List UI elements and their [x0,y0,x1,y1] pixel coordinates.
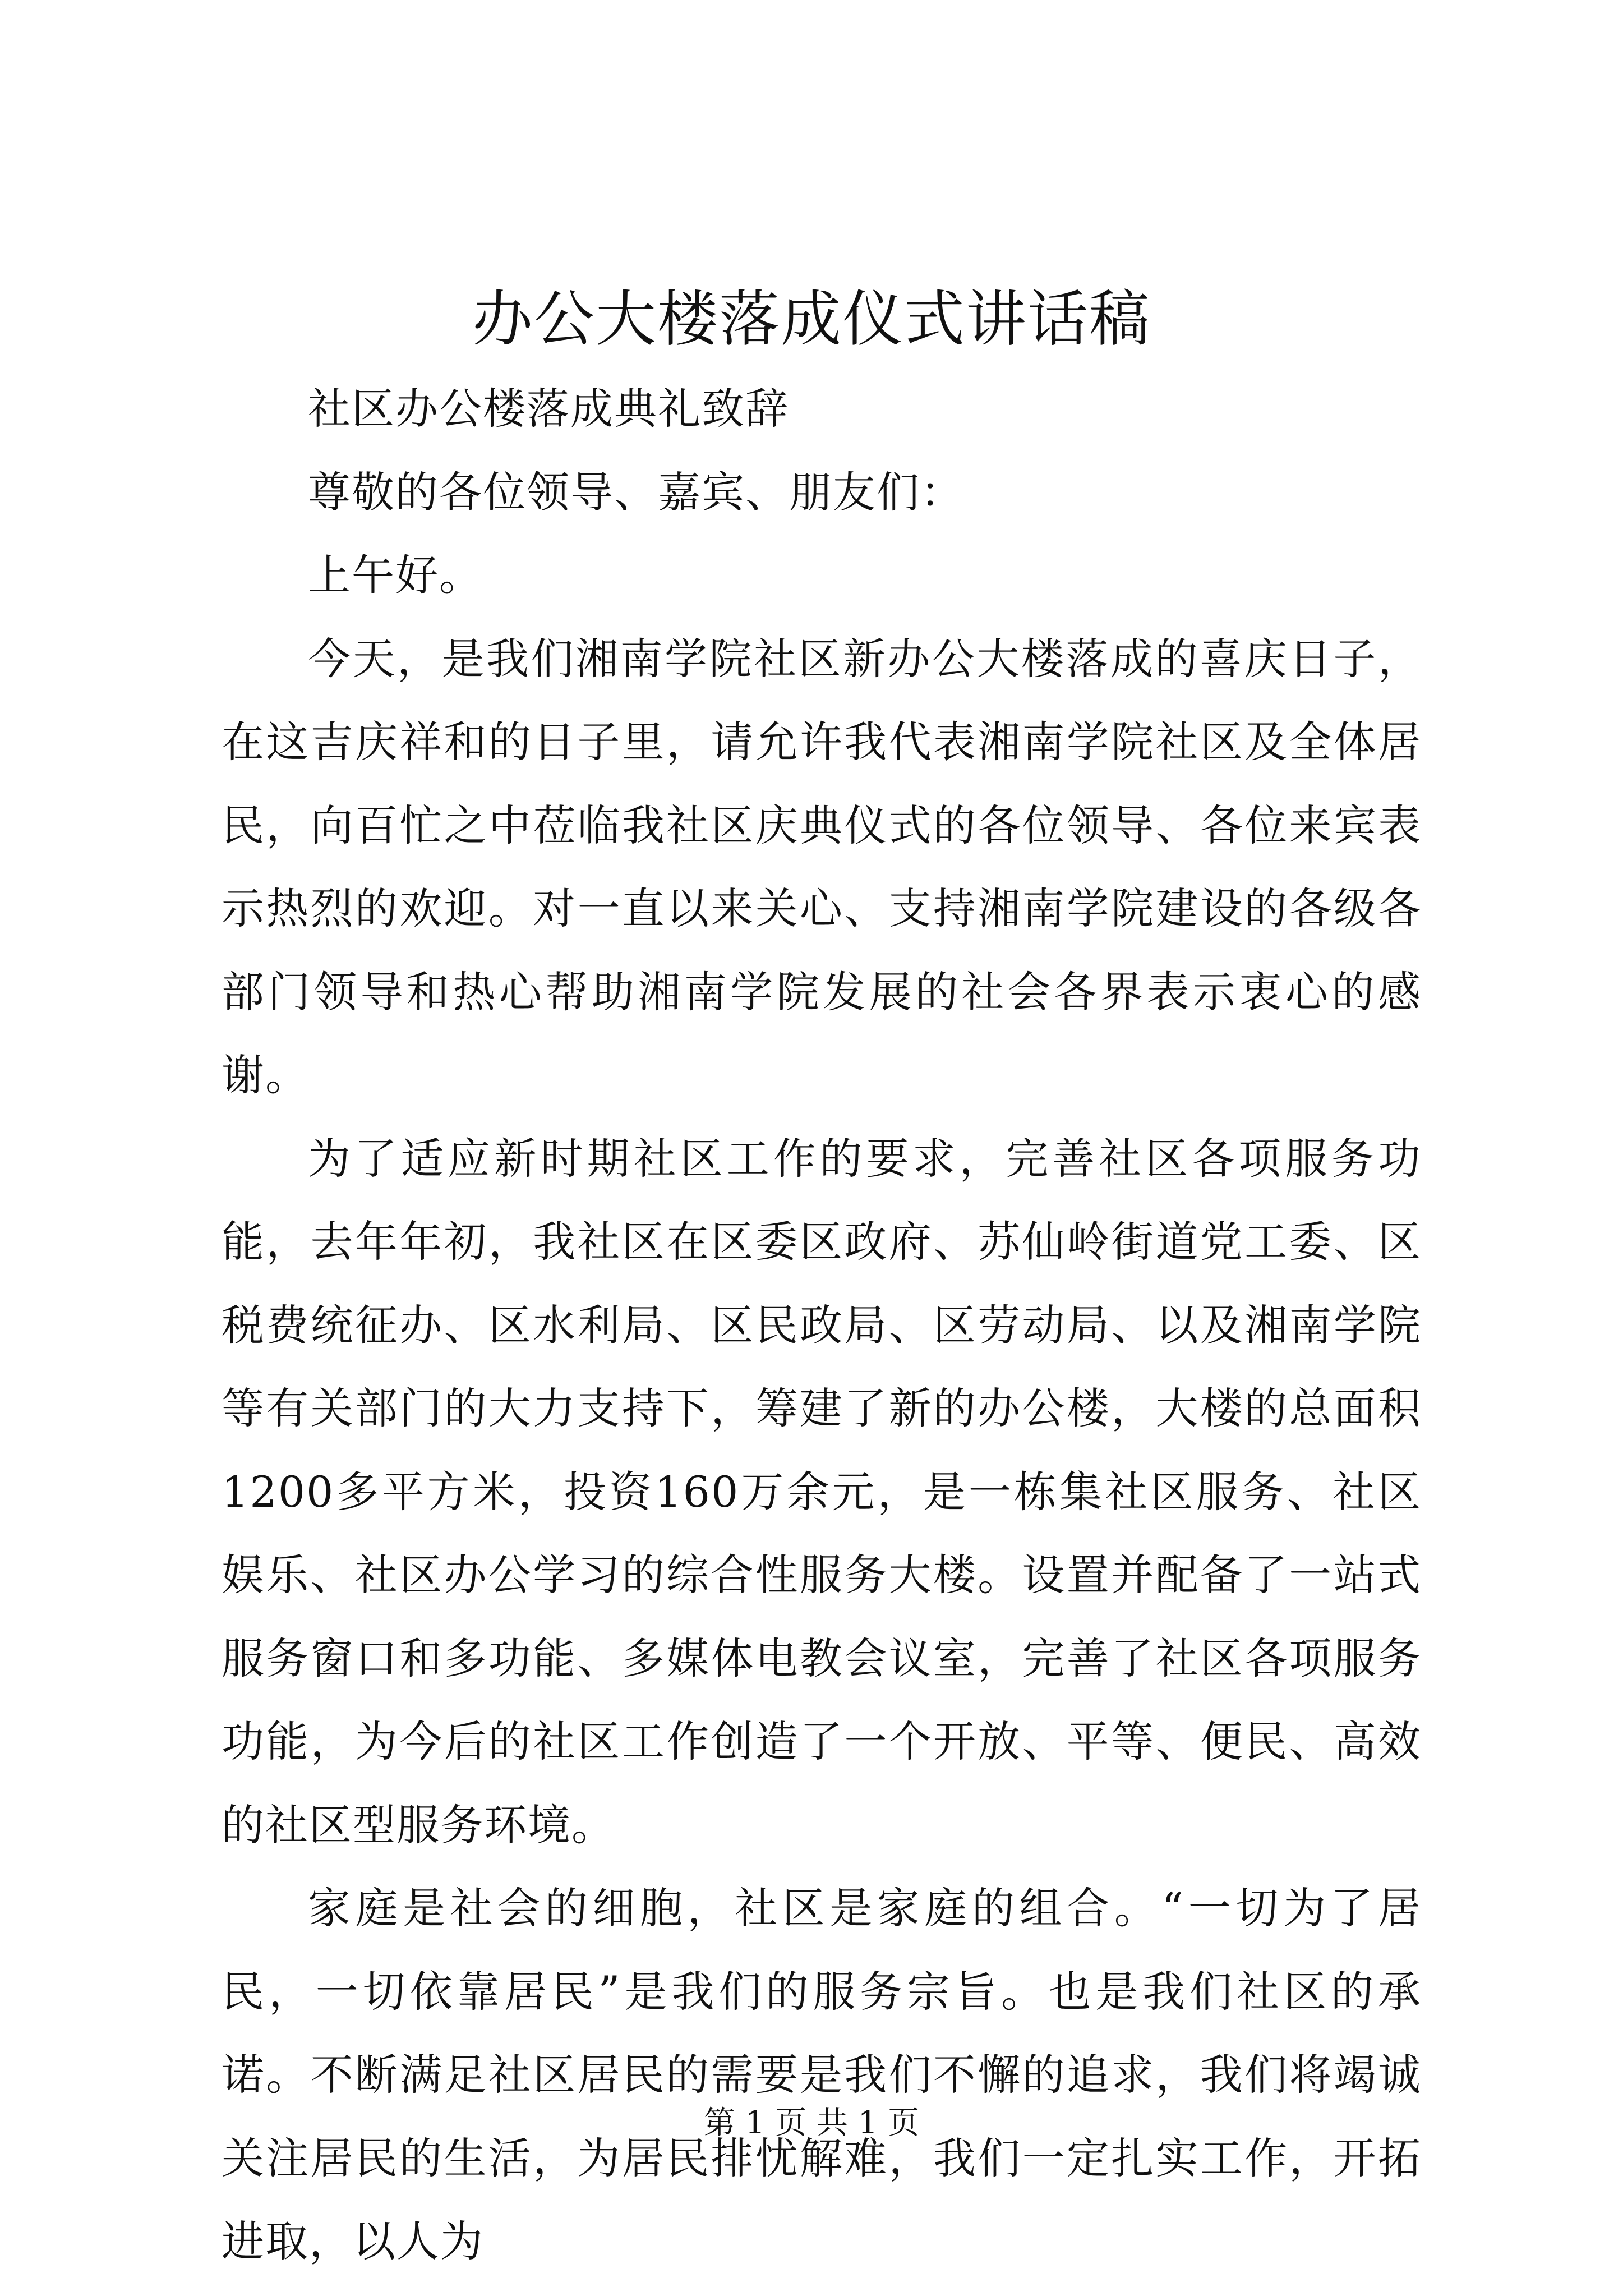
greeting-paragraph: 上午好。 [308,550,483,600]
subtitle-paragraph: 社区办公楼落成典礼致辞 [308,384,789,434]
document-body [222,367,1422,2284]
salutation-paragraph: 尊敬的各位领导、嘉宾、朋友们： [308,467,964,517]
body-paragraph: 为了适应新时期社区工作的要求，完善社区各项服务功能，去年年初，我社区在区委区政府、苏仙岭街道党工委、区税费统征办、区水利局、区民政局、区劳动局、以及湘南学院等有关部门的大力支持下，筹建了新的办公楼，大楼的总面积1200多平方米，投资160万余元，是一栋集社区服务、社区娱乐、社区办公学习的综合性服务大楼。设置并配备了一站式服务窗口和多功能、多媒体电教会议室，完善了社区各项服务功能，为今后的社区工作创造了一个开放、平等、便民、高效的社区型服务环境。 [222,1133,1422,1850]
page-footer: 第 1 页 共 1 页 [703,2105,920,2141]
body-paragraph: 今天，是我们湘南学院社区新办公大楼落成的喜庆日子，在这吉庆祥和的日子里，请允许我代表湘南学院社区及全体居民，向百忙之中莅临我社区庆典仪式的各位领导、各位来宾表示热烈的欢迎。对一直以来关心、支持湘南学院建设的各级各部门领导和热心帮助湘南学院发展的社会各界表示衷心的感谢。 [222,633,1422,1100]
body-paragraph: 家庭是社会的细胞，社区是家庭的组合。“一切为了居民，一切依靠居民”是我们的服务宗旨。也是我们社区的承诺。不断满足社区居民的需要是我们不懈的追求，我们将竭诚关注居民的生活，为居民排忧解难，我们一定扎实工作，开拓进取，以人为 [222,1883,1422,2266]
document-title: 办公大楼落成仪式讲话稿 [472,284,1151,355]
